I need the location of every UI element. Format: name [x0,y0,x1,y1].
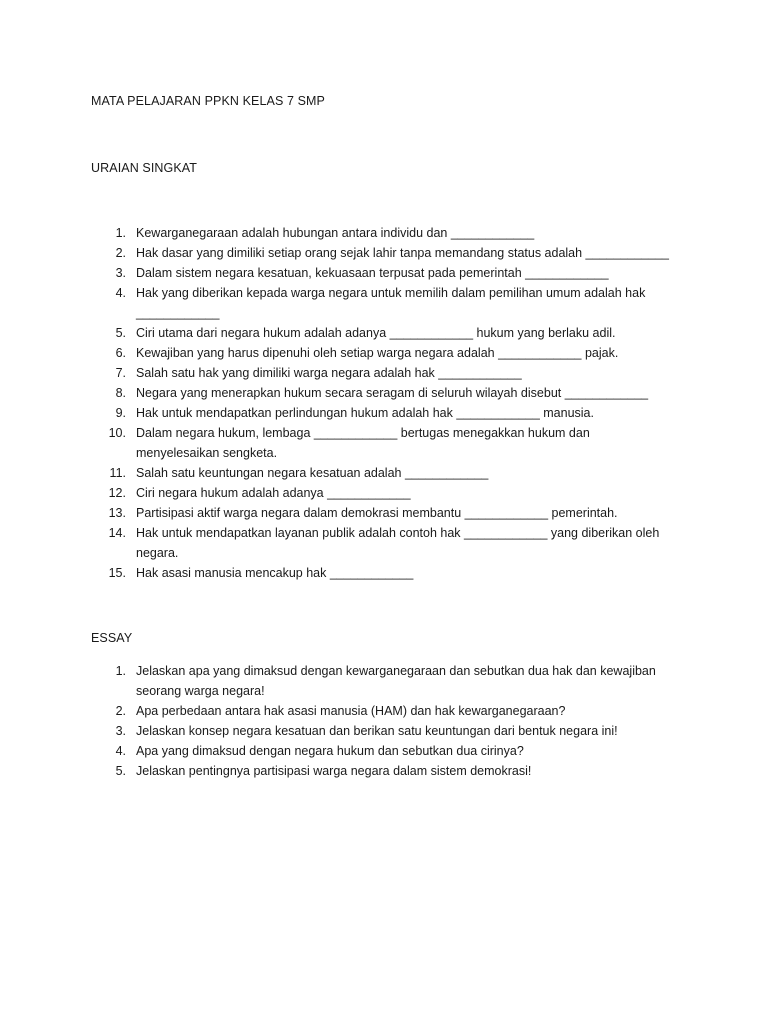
item-number: 8. [115,386,126,400]
item-text: Jelaskan konsep negara kesatuan dan berikan satu keuntungan dari bentuk negara ini! [136,724,618,738]
list-item [0,701,676,721]
item-number: 15. [108,566,126,580]
list-item [0,323,676,343]
item-number: 1. [115,226,126,240]
section-heading-uraian: URAIAN SINGKAT [91,161,198,175]
document-title: MATA PELAJARAN PPKN KELAS 7 SMP [91,94,325,108]
item-number: 3. [115,266,126,280]
item-number: 7. [115,366,126,380]
item-number: 2. [115,704,126,718]
list-item [0,223,676,243]
item-text: Jelaskan apa yang dimaksud dengan kewarganegaraan dan sebutkan dua hak dan kewajiban seorang warga negara! [136,664,656,698]
list-item [0,761,676,781]
item-text: Kewajiban yang harus dipenuhi oleh setiap warga negara adalah ____________ pajak. [136,346,619,360]
item-number: 13. [108,506,126,520]
item-number: 5. [115,764,126,778]
item-number: 4. [115,744,126,758]
item-number: 4. [115,286,126,300]
item-text: Kewarganegaraan adalah hubungan antara individu dan ____________ [136,226,535,240]
list-item [0,483,676,503]
item-number: 6. [115,346,126,360]
item-text: Apa yang dimaksud dengan negara hukum dan sebutkan dua cirinya? [136,744,524,758]
list-item [0,243,676,263]
item-text: Hak dasar yang dimiliki setiap orang sejak lahir tanpa memandang status adalah ____________ [136,246,669,260]
item-text: Partisipasi aktif warga negara dalam demokrasi membantu ____________ pemerintah. [136,506,618,520]
item-number: 14. [108,526,126,540]
item-text: Hak untuk mendapatkan perlindungan hukum adalah hak ____________ manusia. [136,406,594,420]
item-number: 11. [109,466,126,480]
list-item [0,263,676,283]
item-text: Dalam negara hukum, lembaga ____________ bertugas menegakkan hukum dan menyelesaikan sengketa. [136,426,590,460]
item-text: Negara yang menerapkan hukum secara seragam di seluruh wilayah disebut ____________ [136,386,649,400]
list-item [0,463,676,483]
item-number: 10. [108,426,126,440]
list-item [0,661,676,701]
item-number: 3. [115,724,126,738]
list-item [0,741,676,761]
item-number: 5. [115,326,126,340]
item-text: Salah satu hak yang dimiliki warga negara adalah hak ____________ [136,366,522,380]
item-text: Dalam sistem negara kesatuan, kekuasaan terpusat pada pemerintah ____________ [136,266,609,280]
list-item [0,343,676,363]
list-item [0,523,676,563]
list-item [0,423,676,463]
essay-question-list [0,661,676,781]
item-text: Hak yang diberikan kepada warga negara untuk memilih dalam pemilihan umum adalah hak ____________ [136,286,646,320]
item-text: Salah satu keuntungan negara kesatuan adalah ____________ [136,466,489,480]
uraian-question-list [0,223,676,583]
item-text: Hak untuk mendapatkan layanan publik adalah contoh hak ____________ yang diberikan oleh negara. [136,526,660,560]
item-text: Ciri utama dari negara hukum adalah adanya ____________ hukum yang berlaku adil. [136,326,616,340]
item-number: 9. [115,406,126,420]
item-text: Apa perbedaan antara hak asasi manusia (HAM) dan hak kewarganegaraan? [136,704,566,718]
item-number: 1. [115,664,126,678]
item-number: 12. [108,486,126,500]
item-number: 2. [115,246,126,260]
list-item [0,383,676,403]
list-item [0,283,676,323]
section-heading-essay: ESSAY [91,631,133,645]
item-text: Hak asasi manusia mencakup hak ____________ [136,566,414,580]
item-text: Ciri negara hukum adalah adanya ____________ [136,486,411,500]
item-text: Jelaskan pentingnya partisipasi warga negara dalam sistem demokrasi! [136,764,532,778]
list-item [0,403,676,423]
list-item [0,363,676,383]
list-item [0,563,676,583]
list-item [0,503,676,523]
list-item [0,721,676,741]
